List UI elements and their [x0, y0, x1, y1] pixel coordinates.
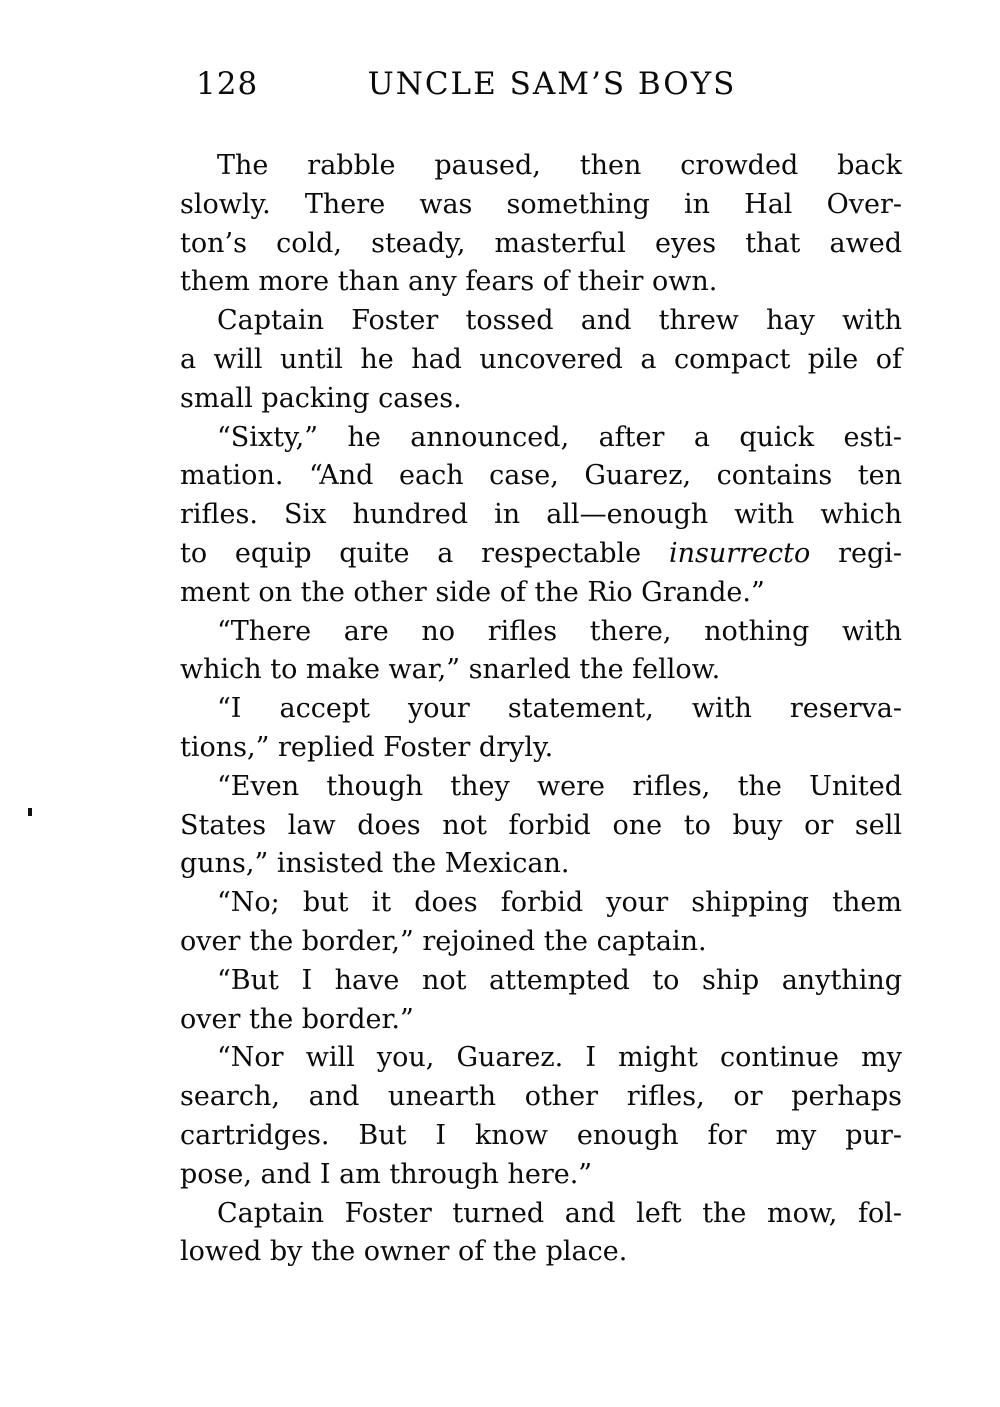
paragraph [180, 768, 902, 884]
text-segment: to equip quite a respectable [180, 537, 669, 569]
text-line: pose, and I am through here.” [180, 1158, 593, 1190]
paragraph [180, 962, 902, 1040]
paragraph [180, 884, 902, 962]
text-line: mation. “And each case, Guarez, contains ten [180, 460, 902, 492]
text-line: slowly. There was something in Hal Over- [180, 188, 902, 220]
text-line: them more than any fears of their own. [180, 266, 718, 298]
text-line: “There are no rifles there, nothing with [217, 615, 902, 647]
paragraph [180, 613, 902, 691]
text-line: Captain Foster tossed and threw hay with [217, 305, 902, 337]
paragraph [180, 302, 902, 418]
text-line: rifles. Six hundred in all—enough with which [180, 499, 902, 531]
text-line: small packing cases. [180, 382, 462, 414]
page-number: 128 [196, 66, 259, 102]
paragraph [180, 690, 902, 768]
text-line: search, and unearth other rifles, or perhaps [180, 1081, 902, 1113]
italic-word: insurrecto [668, 537, 811, 569]
text-line: guns,” insisted the Mexican. [180, 848, 570, 880]
body-text [180, 147, 902, 1272]
text-line: which to make war,” snarled the fellow. [180, 654, 721, 686]
text-line: tions,” replied Foster dryly. [180, 731, 554, 763]
paragraph [180, 419, 902, 613]
text-line: States law does not forbid one to buy or sell [180, 809, 902, 841]
text-line: “No; but it does forbid your shipping them [217, 887, 902, 919]
text-segment: regi- [810, 537, 902, 569]
text-line: “But I have not attempted to ship anything [217, 964, 902, 996]
running-title: UNCLE SAM’S BOYS [367, 66, 737, 102]
text-line: over the border.” [180, 1003, 414, 1035]
text-line: lowed by the owner of the place. [180, 1236, 628, 1268]
text-line: “Sixty,” he announced, after a quick esti- [217, 421, 902, 453]
text-line: “Nor will you, Guarez. I might continue my [217, 1042, 902, 1074]
text-line: Captain Foster turned and left the mow, fol- [217, 1197, 902, 1229]
text-line: The rabble paused, then crowded back [217, 150, 902, 181]
text-line: “I accept your statement, with reserva- [217, 693, 902, 725]
page-header [180, 66, 902, 102]
paragraph [180, 1039, 902, 1194]
text-line: cartridges. But I know enough for my pur- [180, 1119, 902, 1151]
text-line: over the border,” rejoined the captain. [180, 925, 707, 957]
text-line: ment on the other side of the Rio Grande.” [180, 576, 765, 608]
paragraph [180, 147, 902, 302]
text-line: ton’s cold, steady, masterful eyes that awed [180, 227, 902, 259]
text-line [180, 535, 902, 574]
text-line: “Even though they were rifles, the United [217, 770, 902, 802]
paragraph [180, 1195, 902, 1273]
text-line: a will until he had uncovered a compact pile of [180, 343, 902, 375]
scan-artifact-speck [28, 808, 32, 816]
